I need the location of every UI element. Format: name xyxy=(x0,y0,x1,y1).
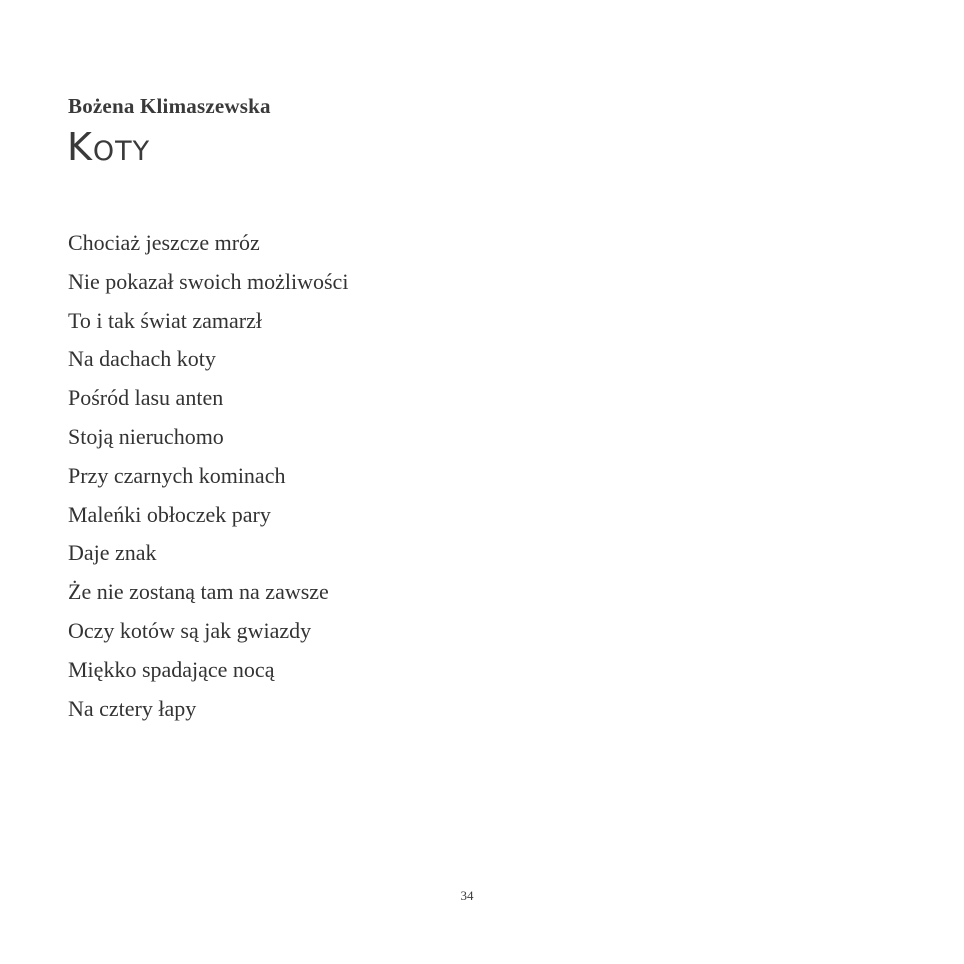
poem-line: Że nie zostaną tam na zawsze xyxy=(68,579,329,605)
poem-body xyxy=(68,224,348,728)
poem-line: Na cztery łapy xyxy=(68,695,197,721)
poem-line: Maleńki obłoczek pary xyxy=(68,501,271,527)
poem-line: Na dachach koty xyxy=(68,346,216,372)
poem-line: To i tak świat zamarzł xyxy=(68,307,262,333)
poem-line: Pośród lasu anten xyxy=(68,385,224,411)
page-number: 34 xyxy=(460,888,474,903)
poem-line: Daje znak xyxy=(68,540,157,566)
poem-line: Przy czarnych kominach xyxy=(68,462,286,488)
poem-line: Stoją nieruchomo xyxy=(68,423,224,449)
author-name: Bożena Klimaszewska xyxy=(68,94,271,118)
poem-title: Koty xyxy=(67,125,151,169)
poem-line: Miękko spadające nocą xyxy=(68,656,275,682)
poem-line: Chociaż jeszcze mróz xyxy=(68,230,260,255)
poem-line: Oczy kotów są jak gwiazdy xyxy=(68,617,312,643)
poem-line: Nie pokazał swoich możliwości xyxy=(68,268,349,294)
